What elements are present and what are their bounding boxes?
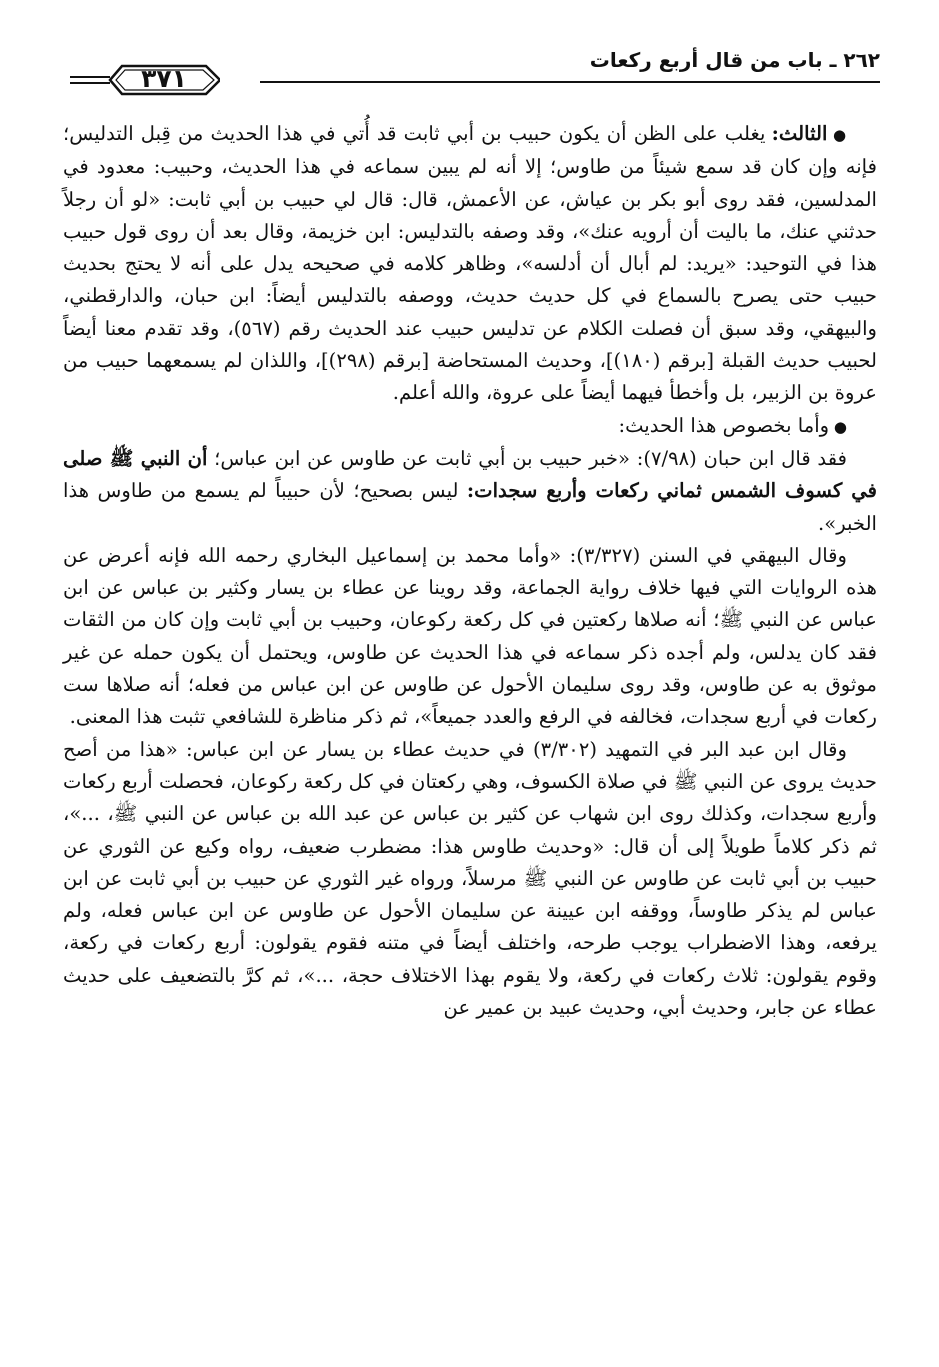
ibn-abd-al-barr-text: وقال ابن عبد البر في التمهيد (٣/٣٠٢) في حديث عطاء بن يسار عن ابن عباس: «هذا من أصح حديث يروى عن النبي ﷺ في صلاة الكسوف، وهي ركعتان في كل ركعة ركوعان، فحصلت أربع ركعات وأربع سجدات، وكذلك روى ابن شهاب عن كثير بن عباس عن عبد الله بن عباس عن النبي ﷺ، ...»، ثم ذكر كلاماً طويلاً إلى أن قال: «وحديث طاوس هذا: مضطرب ضعيف، رواه وكيع عن الثوري عن حبيب بن أبي ثابت عن طاوس عن النبي ﷺ مرسلاً، ورواه غير الثوري عن حبيب بن أبي ثابت عن ابن عباس لم يذكر طاوساً، ووقفه ابن عيينة عن سليمان الأحول عن طاوس عن ابن عباس فعله، ولم يرفعه، وهذا الاضطراب يوجب طرحه، واختلف أيضاً في متنه فقوم يقولون: أربع ركعات في ركعة، وقوم يقولون: ثلاث ركعات في ركعة، ولا يقوم بهذا الاختلاف حجة، ...»، ثم كرَّ بالتضعيف على حديث عطاء عن جابر، وحديث أبي، وحديث عبيد بن عمير عن	[63, 737, 877, 1020]
page-number-ornament	[70, 60, 260, 100]
paragraph-bayhaqi	[63, 540, 877, 734]
third-point-lead: الثالث:	[771, 122, 828, 145]
specific-hadith-text: وأما بخصوص هذا الحديث:	[618, 413, 830, 437]
ibn-hibban-bold: أن النبي ﷺ صلى في كسوف الشمس ثماني ركعات وأربع سجدات:	[63, 446, 877, 503]
third-point-text: يغلب على الظن أن يكون حبيب بن أبي ثابت قد أُتي في هذا الحديث من قِبل التدليس؛ فإنه وإن كان قد سمع شيئاً من طاوس؛ إلا أنه لم يبين سماعه في هذا الحديث، وحبيب: معدود في المدلسين، فقد روى أبو بكر بن عياش، عن الأعمش، قال: قال لي حبيب بن أبي ثابت: «لو أن رجلاً حدثني عنك، ما باليت أن أرويه عنك»، وقد وصفه بالتدليس: ابن خزيمة، وقال بعد أن روى قول حبيب هذا في التوحيد: «يريد: لم أبال أن أدلسه»، وظاهر كلامه في صحيحه يدل على أنه لا يحتج بحديث حبيب حتى يصرح بالسماع في كل حديث حديث، ووصفه بالتدليس أيضاً: ابن حبان، والدارقطني، والبيهقي، وقد سبق أن فصلت الكلام عن تدليس حبيب عند الحديث رقم (٥٦٧)، وقد تقدم معنا أيضاً لحبيب حديث القبلة [برقم (١٨٠)]، وحديث المستحاضة [برقم (٢٩٨)]، واللذان لم يسمعهما حبيب من عروة بن الزبير، بل وأخطأ فيهما أيضاً على عروة، والله أعلم.	[63, 122, 878, 405]
page-body	[63, 118, 877, 1024]
paragraph-specific-hadith	[63, 410, 877, 443]
running-title: ٢٦٢ ـ باب من قال أربع ركعات	[589, 48, 880, 72]
paragraph-ibn-hibban	[63, 443, 877, 540]
page-header	[70, 40, 880, 98]
paragraph-third-point	[63, 118, 877, 410]
paragraph-ibn-abd-al-barr	[63, 734, 877, 1025]
ibn-hibban-text-a: فقد قال ابن حبان (٧/٩٨): «خبر حبيب بن أبي ثابت عن طاوس عن ابن عباس؛	[207, 446, 847, 470]
ibn-hibban-text-b: ليس بصحيح؛ لأن حبيباً لم يسمع من طاوس هذا الخبر».	[63, 479, 877, 535]
bayhaqi-text: وقال البيهقي في السنن (٣/٣٢٧): «وأما محمد بن إسماعيل البخاري رحمه الله فإنه أعرض عن هذه الروايات التي فيها خلاف رواية الجماعة، وقد روينا عن عطاء بن يسار وكثير بن عباس عن ابن عباس عن النبي ﷺ؛ أنه صلاها ركعتين في كل ركعة ركوعان، وحبيب بن أبي ثابت وإن كان من الثقات فقد كان يدلس، ولم أجده ذكر سماعه في هذا الحديث عن طاوس، ويحتمل أن يكون حمله عن غير موثوق به عن طاوس، وقد روى سليمان الأحول عن طاوس عن ابن عباس من فعله؛ أنه صلاها ست ركعات في أربع سجدات، فخالفه في الرفع والعدد جميعاً»، ثم ذكر مناظرة للشافعي تثبت هذا المعنى.	[63, 543, 877, 729]
page-number: ٣٧١	[141, 64, 187, 93]
